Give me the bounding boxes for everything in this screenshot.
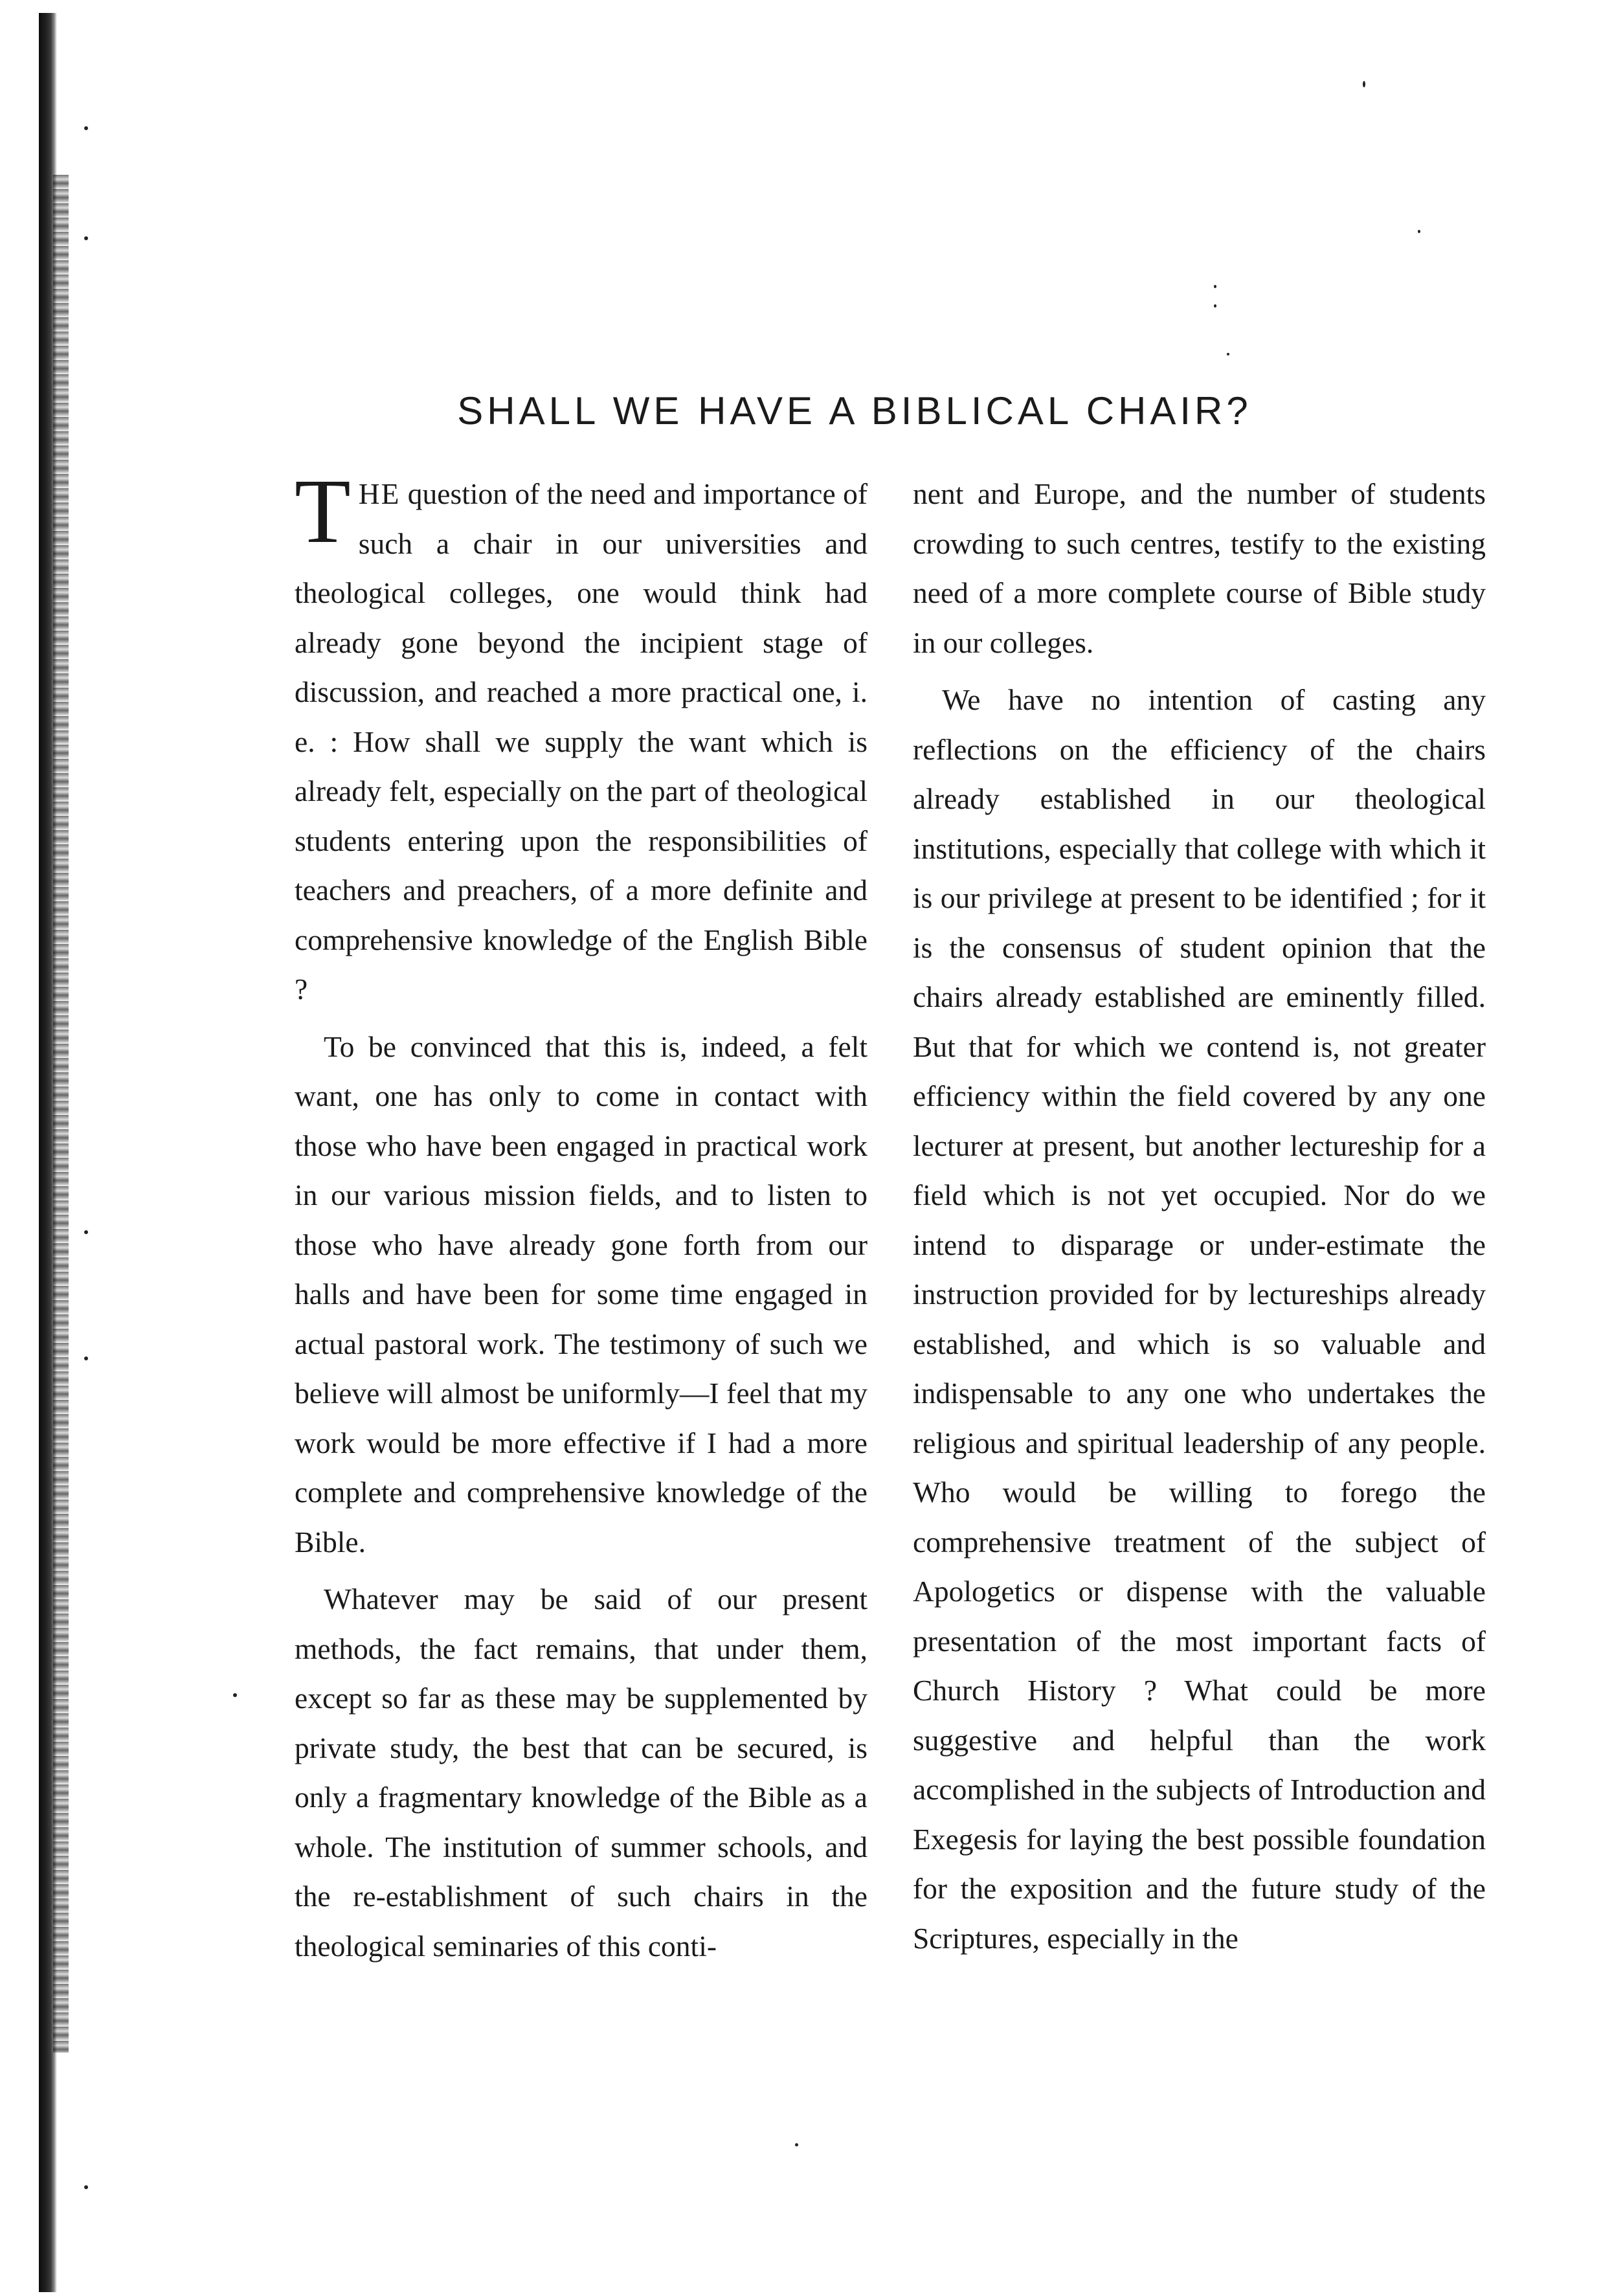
drop-cap: T: [295, 460, 351, 562]
scan-speck: [84, 126, 88, 130]
scan-speck: [795, 2143, 798, 2146]
scan-speck: [1214, 304, 1216, 308]
paragraph-2: To be convinced that this is, indeed, a felt want, one has only to come in contact with those who have been engaged in practical work in our various mission fields, and to listen to those who have already gone forth from our halls and have been for some time engaged in actual pastoral work. The testimony of such we believe will almost be uniformly—I feel that my work would be more effective if I had a more complete and comprehensive knowledge of the Bible.: [295, 1030, 868, 1559]
right-column: [913, 469, 1486, 1963]
scan-speck: [84, 1230, 88, 1234]
scan-speck: [1363, 81, 1365, 87]
scan-speck: [233, 1693, 237, 1697]
opening-word: HE: [358, 477, 401, 510]
paragraph-4: We have no intention of casting any reflections on the efficiency of the chairs already established in our theological institutions, especially that college with which it is our privilege at present to be identified ; for it is the consensus of student opinion that the chairs already established are eminently filled. But that for which we contend is, not greater efficiency within the field covered by any one lecturer at present, but another lectureship for a field which is not yet occupied. Nor do we intend to disparage or under-estimate the instruction provided for by lectureships already established, and which is so valuable and indispensable to any one who undertakes the religious and spiritual leadership of any people. Who would be willing to forego the comprehensive treatment of the subject of Apologetics or dispense with the valuable presentation of the most important facts of Church History ? What could be more suggestive and helpful than the work accomplished in the subjects of Introduction and Exegesis for laying the best possible foundation for the exposition and the future study of the Scriptures, especially in the: [913, 683, 1486, 1955]
scan-speck: [84, 2185, 88, 2189]
paragraph-1-text: question of the need and importance of such a chair in our universities and theological colleges, one would think had already gone beyond the incipient stage of discussion, and reached a more practical one, i. e. : How shall we supply the want which is already felt, especially on the part of theological students entering upon the responsibilities of teachers and preachers, of a more definite and comprehensive knowledge of the English Bible ?: [295, 477, 868, 1006]
scan-speck: [84, 236, 88, 240]
scan-speck: [1214, 285, 1216, 288]
scan-speck: [1227, 353, 1229, 355]
paragraph-3: Whatever may be said of our present methods, the fact remains, that under them, except so far as these may be supplemented by private study, the best that can be secured, is only a fragmentary knowledge of the Bible as a whole. The institution of summer schools, and the re-establishment of such chairs in the theological seminaries of this conti-: [295, 1582, 868, 1963]
paragraph-1: [295, 460, 868, 1015]
scan-speck: [84, 1356, 88, 1360]
binding-edge: [39, 13, 57, 2292]
scan-speck: [1418, 230, 1420, 233]
paragraph-continued: nent and Europe, and the number of students crowding to such centres, testify to the existing need of a more complete course of Bible study in our colleges.: [913, 477, 1486, 659]
article-title: SHALL WE HAVE A BIBLICAL CHAIR?: [457, 389, 1252, 433]
left-column: [295, 460, 868, 1971]
